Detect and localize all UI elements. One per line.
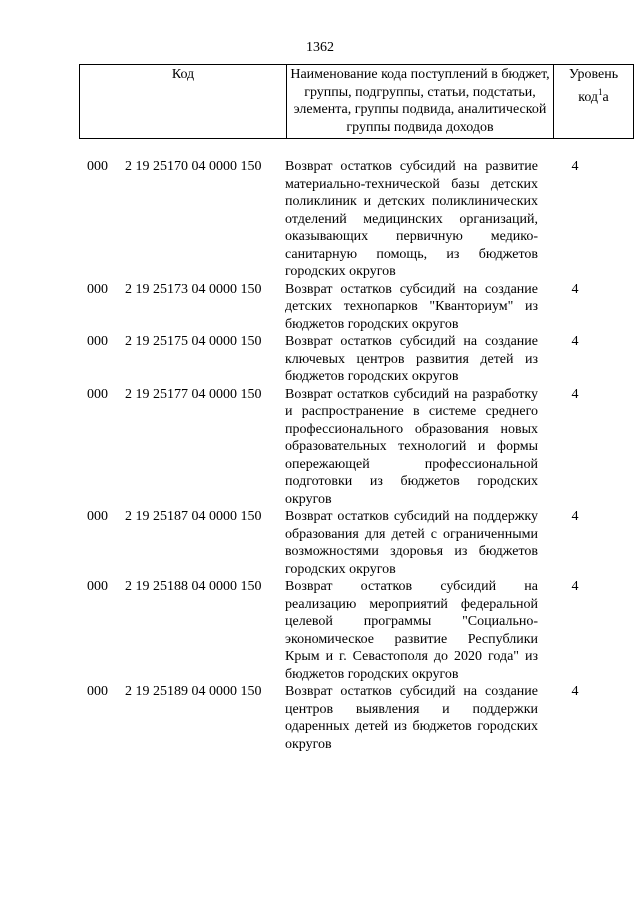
- admin-code: 000: [87, 334, 108, 349]
- revenue-code: 2 19 25189 04 0000 150: [125, 684, 262, 699]
- header-level-label: Уровень код: [568, 67, 619, 105]
- code-level: 4: [571, 386, 579, 402]
- table-row: [87, 386, 612, 509]
- header-name: Наименование кода поступлений в бюджет, группы, подгруппы, статьи, подстатьи, элемента, группы подвида, аналитической группы подвида доходов: [287, 65, 554, 139]
- admin-code: 000: [87, 159, 108, 174]
- header-row: [80, 65, 634, 139]
- revenue-code: 2 19 25170 04 0000 150: [125, 159, 262, 174]
- header-level-label-tail: а: [602, 89, 609, 105]
- revenue-name: Возврат остатков субсидий на разработку и распространение в системе среднего профессионального образования новых образовательных технологий и формы опережающей профессиональной подготовки из бюджетов городских округов: [285, 386, 538, 507]
- table-row: [87, 281, 612, 334]
- code-level: 4: [571, 159, 579, 174]
- admin-code: 000: [87, 684, 108, 699]
- revenue-name: Возврат остатков субсидий на поддержку образования для детей с ограниченными возможностями здоровья из бюджетов городских округов: [285, 509, 538, 577]
- table-row: [87, 158, 612, 281]
- admin-code: 000: [87, 386, 108, 402]
- revenue-name: Возврат остатков субсидий на создание детских технопарков "Кванториум" из бюджетов городских округов: [285, 281, 538, 332]
- code-level: 4: [571, 509, 579, 524]
- revenue-code: 2 19 25187 04 0000 150: [125, 509, 262, 524]
- admin-code: 000: [87, 579, 108, 594]
- header-code: Код: [80, 65, 287, 139]
- revenue-code: 2 19 25177 04 0000 150: [125, 386, 262, 402]
- revenue-name: Возврат остатков субсидий на развитие материально-технической базы детских поликлиник и детских поликлинических отделений медицинских организаций, оказывающих первичную медико-санитарную помощь, из бюджетов городских округов: [285, 159, 538, 279]
- table-row: [87, 578, 612, 683]
- revenue-code: 2 19 25175 04 0000 150: [125, 334, 262, 349]
- revenue-name: Возврат остатков субсидий на реализацию мероприятий федеральной целевой программы "Социально-экономическое развитие Республики Крым и г. Севастополя до 2020 года" из бюджетов городских округов: [285, 579, 538, 682]
- code-level: 4: [571, 579, 579, 594]
- revenue-name: Возврат остатков субсидий на создание ключевых центров развития детей из бюджетов городских округов: [285, 334, 538, 384]
- footnote-marker: 1: [598, 86, 603, 97]
- table-row: [87, 508, 612, 578]
- code-level: 4: [571, 281, 579, 297]
- admin-code: 000: [87, 509, 108, 524]
- code-level: 4: [571, 334, 579, 349]
- page-number: 1362: [306, 40, 334, 55]
- revenue-code: 2 19 25173 04 0000 150: [125, 281, 262, 297]
- table-row: [87, 333, 612, 386]
- admin-code: 000: [87, 281, 108, 297]
- header-level: [554, 65, 634, 139]
- code-level: 4: [571, 684, 579, 699]
- table-header: [79, 64, 634, 139]
- revenue-name: Возврат остатков субсидий на создание центров выявления и поддержки одаренных детей из бюджетов городских округов: [285, 684, 538, 752]
- table-body: [87, 158, 612, 753]
- revenue-code: 2 19 25188 04 0000 150: [125, 579, 262, 594]
- table-row: [87, 683, 612, 753]
